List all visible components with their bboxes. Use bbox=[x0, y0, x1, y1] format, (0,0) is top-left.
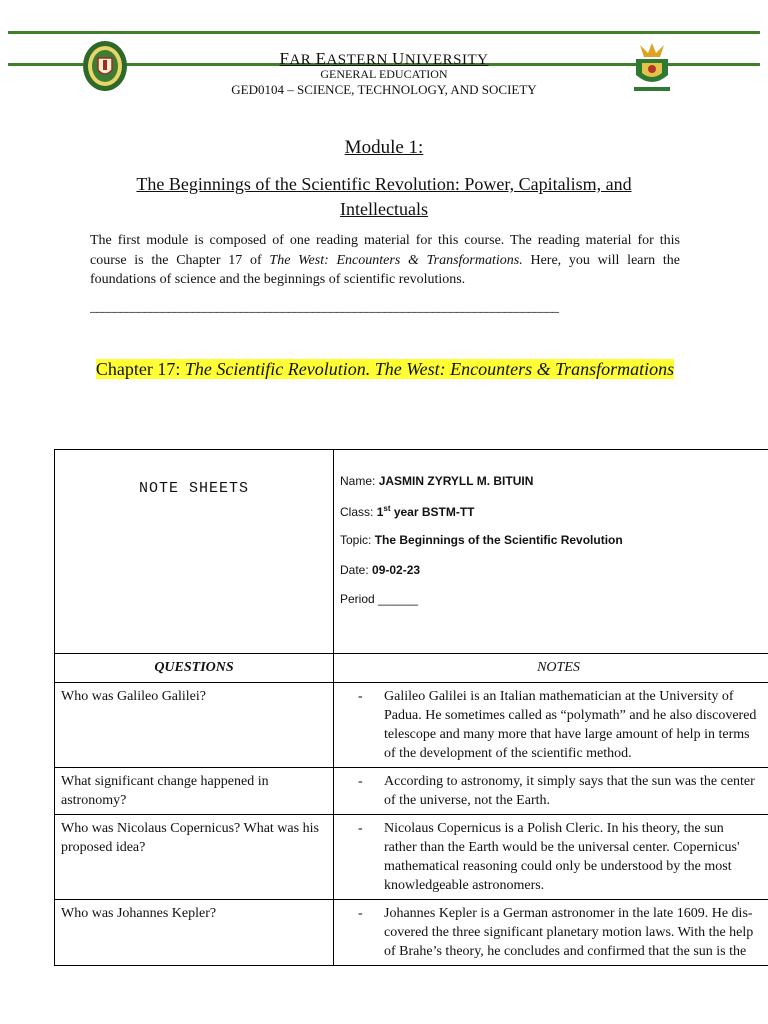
note-text bbox=[384, 819, 740, 895]
question-cell: What significant change happened in astronomy? bbox=[55, 768, 334, 815]
question-cell: Who was Nicolaus Copernicus? What was his proposed idea? bbox=[55, 815, 334, 900]
note-line: Nicolaus Copernicus is a Polish Cleric. In his theory, the sun bbox=[384, 821, 724, 836]
bullet-dash: - bbox=[358, 774, 363, 789]
period-line: Period ______ bbox=[340, 592, 419, 606]
table-row bbox=[55, 900, 768, 966]
name-line: Name: JASMIN ZYRYLL M. BITUIN bbox=[340, 474, 534, 488]
table-row bbox=[55, 815, 768, 900]
notes-header: NOTES bbox=[334, 654, 768, 683]
bullet-dash: - bbox=[358, 906, 363, 921]
note-cell bbox=[334, 683, 768, 768]
module-intro: The first module is composed of one reading material for this course. The reading material for this course is the Chapter 17 of The West: Encounters & Transformations. Here, you will learn the foundations of science and the beginnings of scientific revolutions. bbox=[90, 233, 681, 287]
column-header-row bbox=[55, 654, 768, 683]
course-title: GED0104 – SCIENCE, TECHNOLOGY, AND SOCIETY bbox=[231, 82, 537, 97]
note-line: of the universe, not the Earth. bbox=[384, 793, 551, 808]
student-info bbox=[334, 450, 768, 654]
separator-line: ______________________________________________________________________________ bbox=[90, 300, 558, 315]
note-cell bbox=[334, 768, 768, 815]
bullet-dash: - bbox=[358, 689, 363, 704]
note-line: of the development of the scientific method. bbox=[384, 746, 632, 761]
bullet-dash: - bbox=[358, 821, 363, 836]
note-line: knowledgeable astronomers. bbox=[384, 878, 545, 893]
note-text bbox=[384, 687, 756, 763]
qa-rows bbox=[55, 683, 768, 966]
note-line: According to astronomy, it simply says that the sun was the center bbox=[384, 774, 755, 789]
table-row bbox=[55, 768, 768, 815]
module-title: Module 1: bbox=[344, 137, 424, 158]
note-line: of Brahe’s theory, he concludes and confirmed that the sun is the bbox=[384, 944, 747, 959]
note-sheets-title: NOTE SHEETS bbox=[55, 450, 334, 654]
note-cell bbox=[334, 900, 768, 966]
notes-header-row bbox=[55, 450, 768, 654]
header-rule-top bbox=[8, 31, 760, 34]
notes-table bbox=[54, 449, 768, 966]
note-line: covered the three significant planetary motion laws. With the help bbox=[384, 925, 754, 940]
module-subtitle: The Beginnings of the Scientific Revolution: Power, Capitalism, and Intellectuals bbox=[136, 174, 632, 219]
note-line: telescope and many more that have large amount of help in terms bbox=[384, 727, 750, 742]
class-line: Class: 1st year BSTM-TT bbox=[340, 503, 475, 519]
department-name: GENERAL EDUCATION bbox=[320, 67, 448, 81]
note-line: mathematical reasoning could only be understood by the most bbox=[384, 859, 732, 874]
note-line: Padua. He sometimes called as “polymath” and he also discovered bbox=[384, 708, 757, 723]
note-line: Johannes Kepler is a German astronomer in the late 1609. He dis- bbox=[384, 906, 753, 921]
date-line: Date: 09-02-23 bbox=[340, 562, 421, 577]
note-text bbox=[384, 904, 753, 961]
table-row bbox=[55, 683, 768, 768]
note-line: rather than the Earth would be the universal center. Copernicus' bbox=[384, 840, 740, 855]
note-line: Galileo Galilei is an Italian mathematician at the University of bbox=[384, 689, 734, 704]
question-cell: Who was Galileo Galilei? bbox=[55, 683, 334, 768]
topic-line: Topic: The Beginnings of the Scientific Revolution bbox=[340, 533, 623, 547]
chapter-heading: Chapter 17: The Scientific Revolution. The West: Encounters & Transformations bbox=[95, 359, 675, 379]
note-cell bbox=[334, 815, 768, 900]
note-text bbox=[384, 772, 755, 810]
university-name: FAR EASTERN UNIVERSITY bbox=[279, 49, 489, 68]
questions-header: QUESTIONS bbox=[55, 654, 334, 683]
question-cell: Who was Johannes Kepler? bbox=[55, 900, 334, 966]
